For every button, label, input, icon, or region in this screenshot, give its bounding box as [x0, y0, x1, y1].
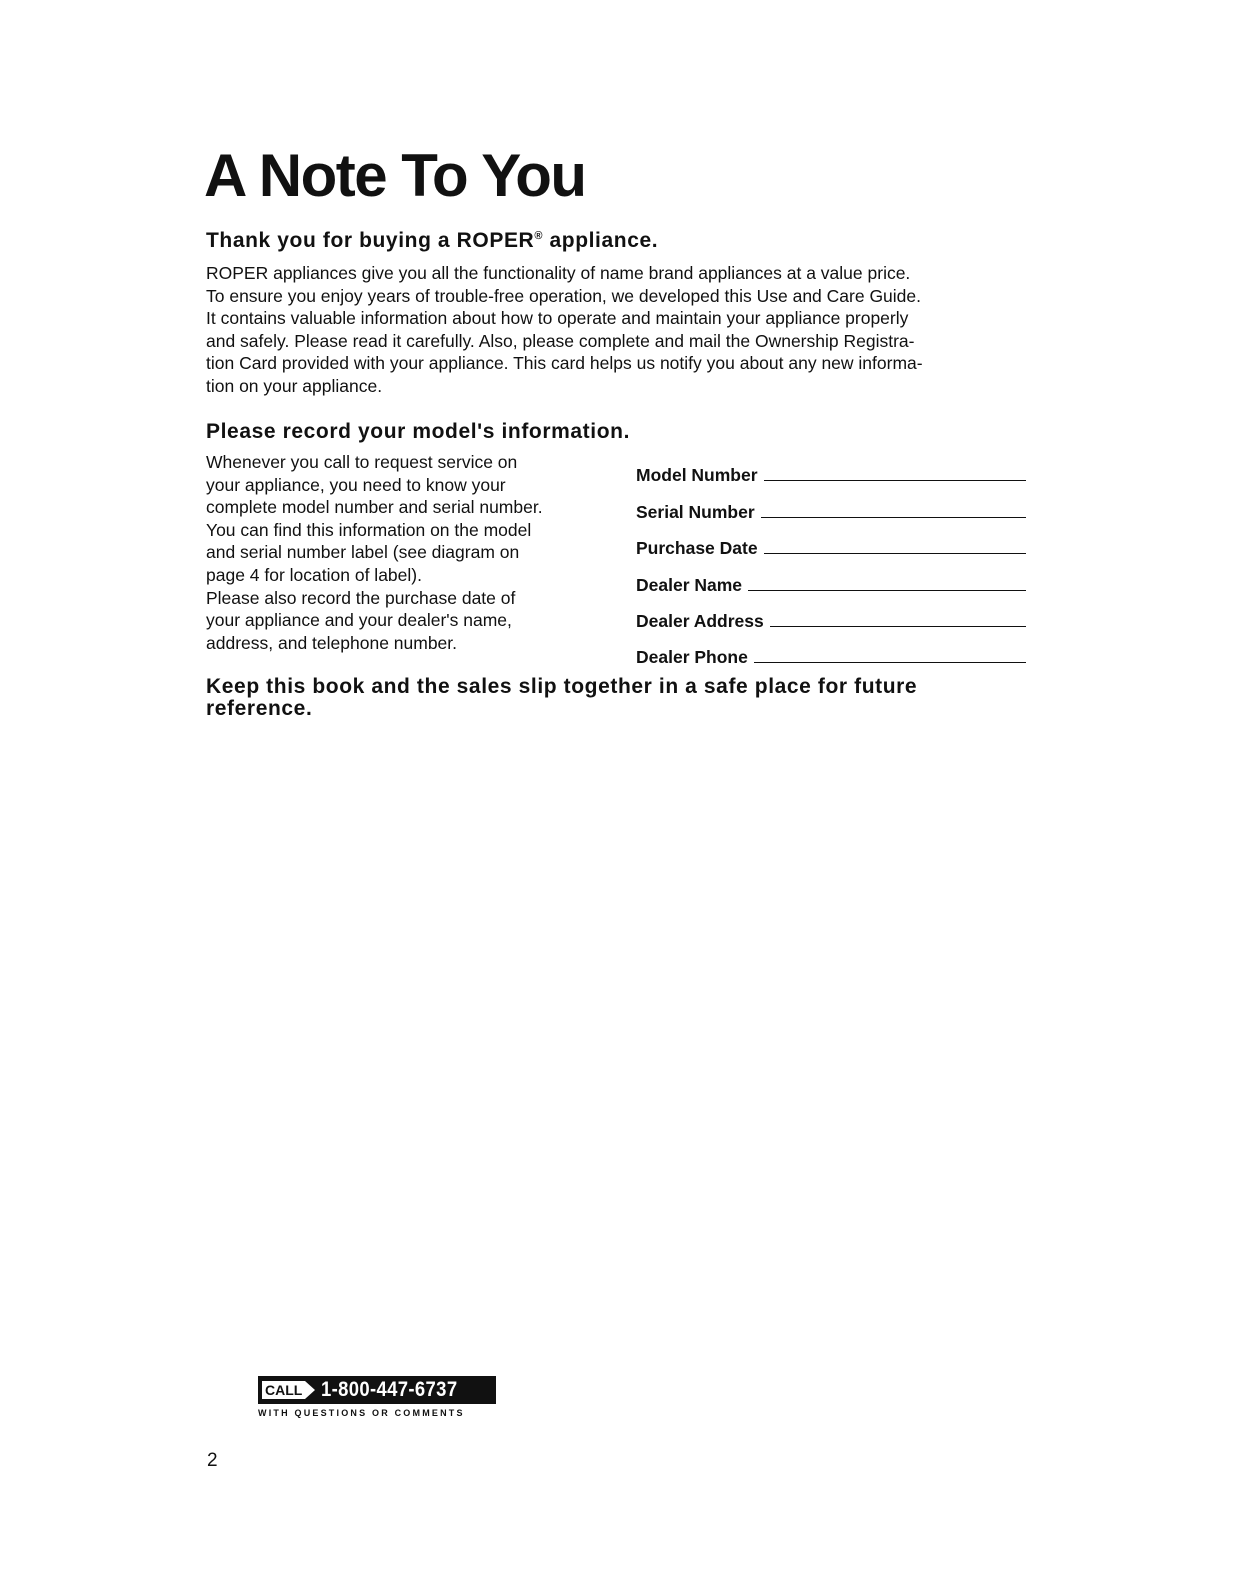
blank-line[interactable]: [754, 662, 1026, 663]
model-number-field[interactable]: [636, 449, 1026, 485]
record-instructions: Whenever you call to request service on your appliance, you need to know your complete model number and serial number. You can find this information on the model and serial number label (see diagram on page 4 for location of label). Please also record the purchase date of your appliance and your dealer's name, address, and telephone number.: [206, 452, 543, 653]
field-label: Dealer Phone: [636, 647, 748, 668]
field-label: Model Number: [636, 465, 758, 486]
page-title: A Note To You: [204, 142, 586, 209]
blank-line[interactable]: [748, 590, 1026, 591]
keep-note: Keep this book and the sales slip together in a safe place for future reference.: [206, 675, 918, 720]
thanks-heading: [206, 229, 658, 252]
blank-line[interactable]: [764, 480, 1026, 481]
field-label: Purchase Date: [636, 538, 758, 559]
blank-line[interactable]: [761, 517, 1026, 518]
dealer-phone-field[interactable]: [636, 631, 1026, 667]
phone-number[interactable]: 1-800-447-6737: [321, 1378, 458, 1401]
blank-line[interactable]: [764, 553, 1026, 554]
thanks-heading-pre: Thank you for buying a ROPER: [206, 229, 535, 252]
arrow-icon: [305, 1381, 315, 1399]
field-label: Serial Number: [636, 501, 755, 522]
call-caption: WITH QUESTIONS OR COMMENTS: [258, 1408, 465, 1418]
thanks-heading-post: appliance.: [543, 229, 659, 252]
record-heading: Please record your model's information.: [206, 420, 630, 443]
field-label: Dealer Name: [636, 574, 743, 595]
record-fields: [636, 449, 1026, 667]
page-number: 2: [207, 1450, 218, 1471]
purchase-date-field[interactable]: [636, 522, 1026, 558]
registered-mark: ®: [534, 230, 544, 242]
call-badge: [258, 1376, 496, 1404]
intro-paragraph: ROPER appliances give you all the functionality of name brand appliances at a value price. To ensure you enjoy years of trouble-free operation, we developed this Use and Care Guide. It contains valuable information about how to operate and maintain your appliance properly and safely. Please read it carefully. Also, please complete and mail the Ownership Registra- tion Card provided with your appliance. This card helps us notify you about any new informa- tion on your appliance.: [206, 263, 923, 396]
dealer-address-field[interactable]: [636, 595, 1026, 631]
serial-number-field[interactable]: [636, 485, 1026, 521]
field-label: Dealer Address: [636, 610, 764, 631]
dealer-name-field[interactable]: [636, 558, 1026, 594]
call-word: CALL: [261, 1380, 306, 1400]
blank-line[interactable]: [770, 626, 1026, 627]
